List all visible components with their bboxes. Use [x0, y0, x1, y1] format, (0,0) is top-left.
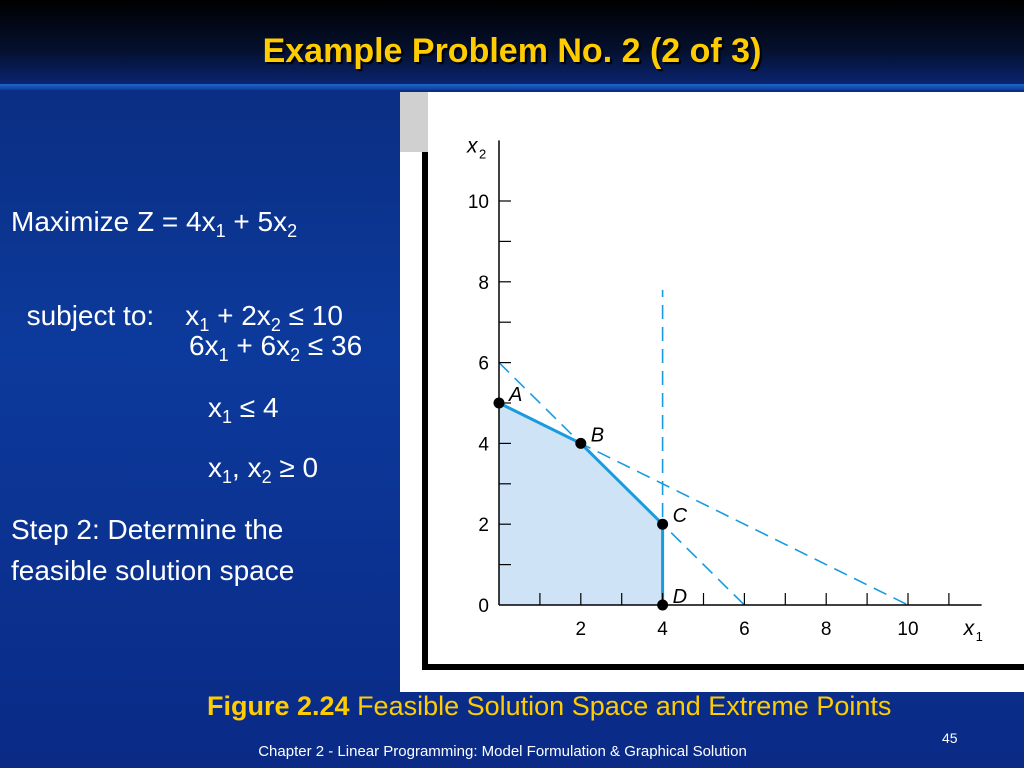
x-tick-label: 6 — [739, 619, 750, 640]
x-tick-label: 4 — [657, 619, 668, 640]
y-tick-label: 6 — [478, 353, 489, 375]
page-number: 45 — [942, 730, 958, 746]
x-tick-label: 10 — [897, 619, 919, 640]
constraint-1: subject to: $x_1 + 2x_2 \le 10$ — [26, 300, 343, 335]
constraint-3: $x_1 \le 4$ — [208, 392, 279, 427]
slide-footer: Chapter 2 - Linear Programming: Model Formulation & Graphical Solution — [258, 743, 747, 760]
extreme-point-a — [494, 398, 505, 409]
y-tick-label: 2 — [478, 515, 489, 537]
step-text-line-2: feasible solution space — [11, 555, 295, 586]
y-tick-label: 10 — [467, 192, 489, 213]
step-text-line-1: Step 2: Determine the — [11, 514, 284, 545]
extreme-point-label-b: B — [590, 424, 605, 447]
slide-title: Example Problem No. 2 (2 of 3) — [262, 32, 762, 70]
title-underline — [0, 84, 1024, 90]
extreme-point-b — [575, 438, 586, 449]
y-tick-label: 0 — [478, 596, 489, 617]
x-tick-label: 2 — [575, 619, 587, 640]
figure-caption-text: Feasible Solution Space and Extreme Points — [349, 691, 892, 721]
extreme-point-d — [657, 600, 668, 611]
nonnegativity-constraint: $x_1$, $x_2 \ge 0$ — [208, 452, 319, 487]
x-tick-label: 8 — [820, 619, 832, 640]
x-axis-label-subscript: 1 — [975, 629, 983, 644]
y-tick-label: 4 — [478, 434, 489, 456]
constraint-2: $6x_1 + 6x_2 \le 36$ — [189, 330, 363, 365]
feasible-region-chart — [400, 92, 1024, 692]
extreme-point-c — [657, 519, 668, 530]
x-axis-label: x — [963, 617, 975, 640]
extreme-point-label-c: C — [672, 505, 688, 528]
y-axis-label-subscript: 2 — [479, 146, 487, 162]
extreme-point-label-a: A — [509, 384, 523, 406]
y-axis-label: x — [467, 134, 478, 158]
figure-caption-number: Figure 2.24 — [207, 691, 350, 721]
figure-caption — [207, 691, 891, 722]
y-tick-label: 8 — [478, 272, 489, 294]
objective-function: Maximize $Z = 4x_1 + 5x_2$ — [11, 206, 298, 241]
extreme-point-label-d: D — [672, 586, 688, 608]
